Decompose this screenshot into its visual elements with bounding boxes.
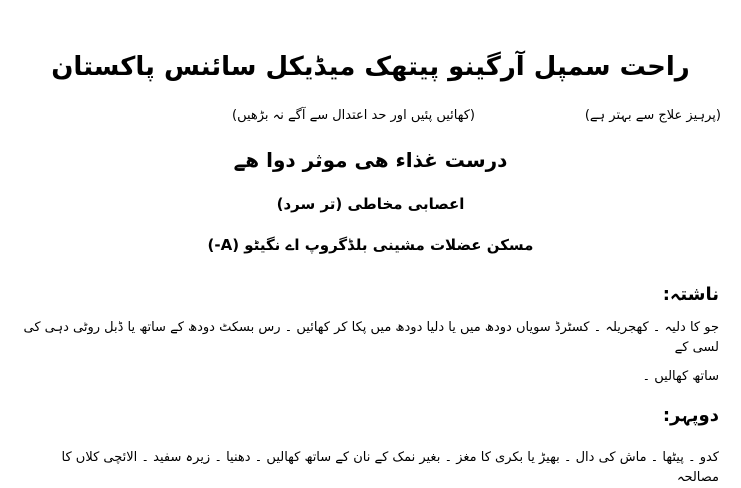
document-title: راحت سمپل آرگینو پیتھک میڈیکل سائنس پاکستان <box>51 52 690 82</box>
section-title-breakfast: ناشتہ: <box>662 284 719 305</box>
section-title-lunch: دوپہر: <box>662 405 719 426</box>
subheading-blood-group: مسکن عضلات مشینی بلڈگروپ اے نگیٹو (A-) <box>207 236 534 254</box>
note-left: (کھائیں پئیں اور حد اعتدال سے آگے نہ بڑھیں) <box>232 108 475 123</box>
lunch-line-1: کدو ۔ پیٹھا ۔ ماش کی دال ۔ بھیڑ یا بکری کا مغز ۔ بغیر نمک کے نان کے ساتھ کھالیں ۔ دھنیا ۔ زیرہ سفید ۔ الائچی کلاں کا مصالحہ <box>61 450 719 485</box>
subheading-temperament: اعصابی مخاطی (تر سرد) <box>276 195 465 213</box>
note-right: (پرہیز علاج سے بہتر ہے) <box>584 108 721 123</box>
breakfast-line-2: ساتھ کھالیں ۔ <box>642 369 719 384</box>
main-heading: درست غذاء ھی موثر دوا ھے <box>233 148 508 172</box>
breakfast-line-1: جو کا دلیہ ۔ کھجریلہ ۔ کسٹرڈ سویاں دودھ میں یا دلیا دودھ میں پکا کر کھائیں ۔ رس بسکٹ دودھ کے ساتھ یا ڈبل روٹی دہی کی لسی کے <box>23 320 719 355</box>
